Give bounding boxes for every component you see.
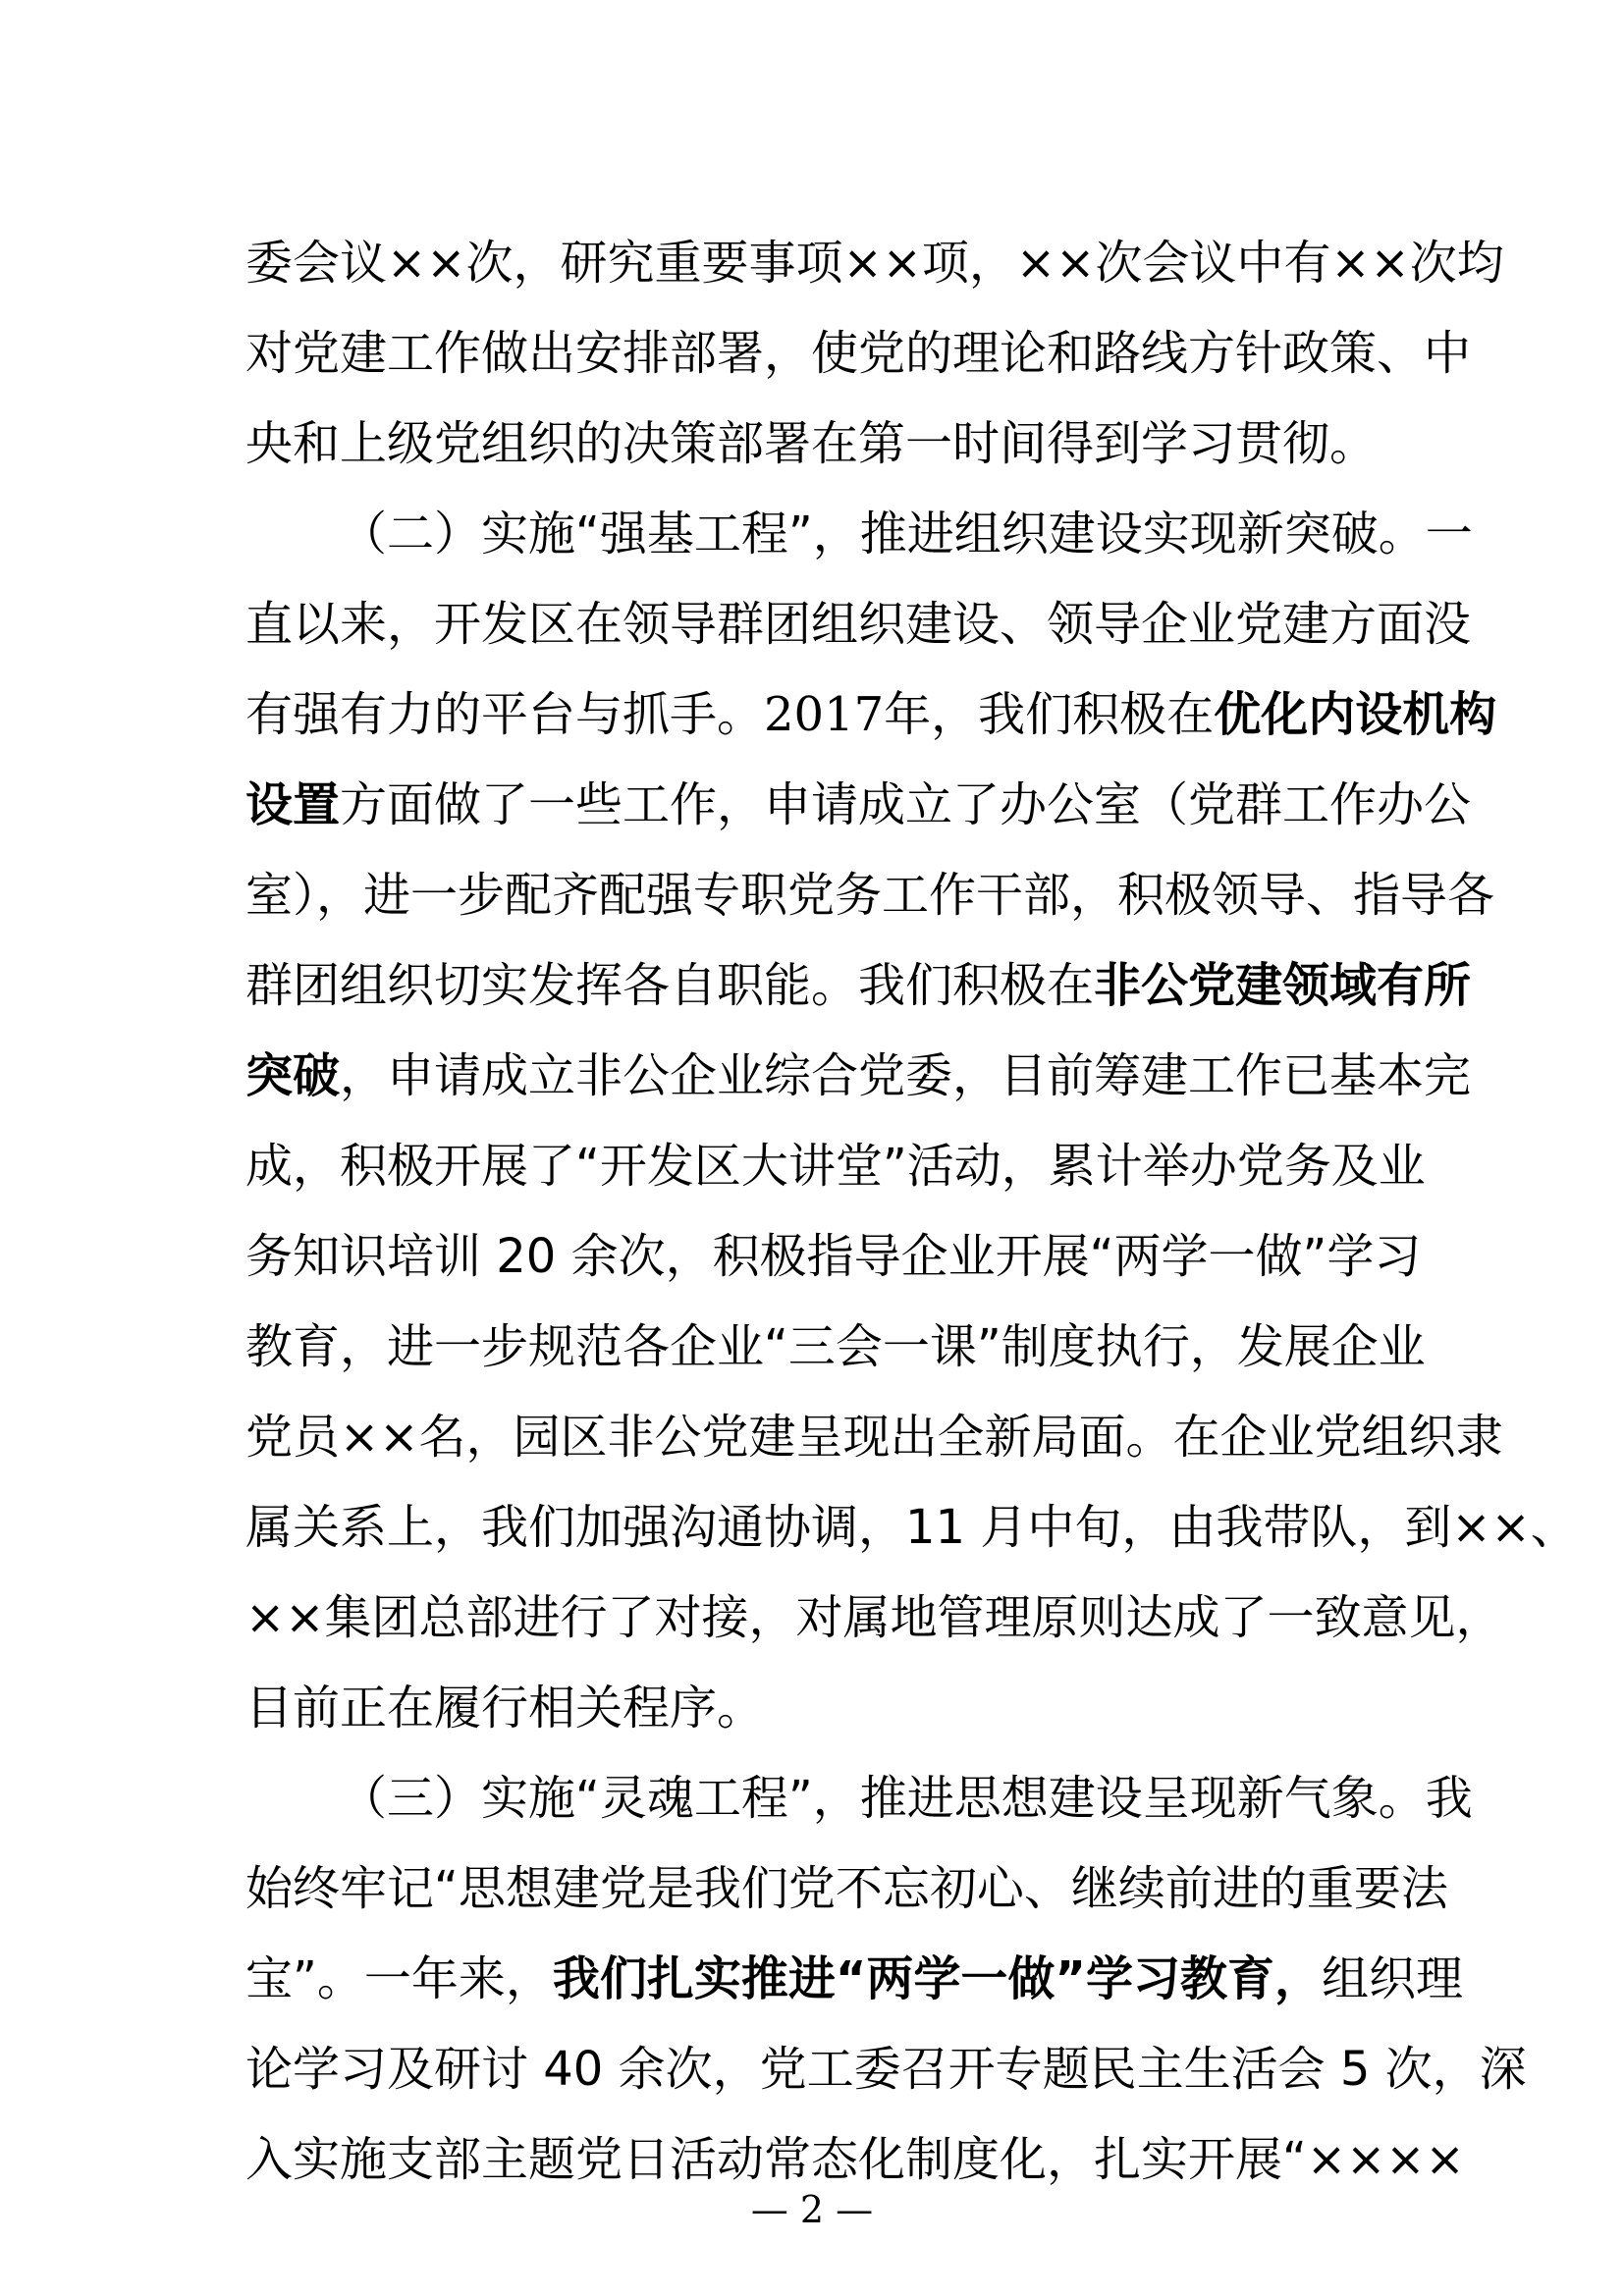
- text-line-3: 央和上级党组织的决策部署在第一时间得到学习贯彻。: [245, 416, 1378, 471]
- text-line-22: 入实施支部主题党日活动常态化制度化，扎实开展“××××: [245, 2132, 1465, 2187]
- text-line-12: 务知识培训 20 余次，积极指导企业开展“两学一做”学习: [245, 1229, 1422, 1284]
- text-line-1: 委会议××次，研究重要事项××项，××次会议中有××次均: [245, 236, 1504, 291]
- bold-phrase-breakthrough: 突破: [245, 1048, 341, 1103]
- text-line-7-rest: 方面做了一些工作，申请成立了办公室（党群工作办公: [340, 777, 1472, 832]
- text-line-6: [245, 669, 1497, 760]
- text-line-20: [245, 1934, 1463, 2024]
- text-line-20-prefix: 宝”。一年来，: [245, 1951, 553, 2006]
- text-line-19: 始终牢记“思想建党是我们党不忘初心、继续前进的重要法: [245, 1861, 1448, 1916]
- page-number: — 2 —: [750, 2188, 874, 2231]
- text-line-20-rest: 组织理: [1321, 1951, 1463, 2006]
- bold-phrase-optimize: 优化内设机构: [1214, 687, 1497, 742]
- text-line-7: [245, 760, 1472, 850]
- bold-phrase-nonpublic: 非公党建领域有所: [1094, 958, 1472, 1013]
- text-line-13: 教育，进一步规范各企业“三会一课”制度执行，发展企业: [245, 1319, 1426, 1374]
- text-line-5: 直以来，开发区在领导群团组织建设、领导企业党建方面没: [245, 597, 1472, 652]
- text-line-6-prefix: 有强有力的平台与抓手。: [245, 687, 765, 742]
- text-line-17: 目前正在履行相关程序。: [245, 1681, 765, 1735]
- text-line-14: 党员××名，园区非公党建呈现出全新局面。在企业党组织隶: [245, 1410, 1503, 1465]
- bold-phrase-study: 我们扎实推进“两学一做”学习教育，: [552, 1951, 1322, 2006]
- text-line-18: （三）实施“灵魂工程”，推进思想建设呈现新气象。我: [340, 1771, 1473, 1826]
- text-line-10: [245, 1031, 1472, 1121]
- text-line-6-middle: 年，我们积极在: [884, 687, 1215, 742]
- text-line-4: （二）实施“强基工程”，推进组织建设实现新突破。一: [340, 507, 1473, 561]
- document-body: [245, 218, 1578, 2205]
- text-line-21: 论学习及研讨 40 余次，党工委召开专题民主生活会 5 次，深: [245, 2042, 1527, 2097]
- text-line-11: 成，积极开展了“开发区大讲堂”活动，累计举办党务及业: [245, 1139, 1426, 1194]
- text-line-8: 室），进一步配齐配强专职党务工作干部，积极领导、指导各: [245, 868, 1495, 923]
- text-line-15: 属关系上，我们加强沟通协调，11 月中旬，由我带队，到××、: [245, 1500, 1578, 1555]
- text-line-9: [245, 940, 1472, 1031]
- bold-phrase-setup: 设置: [245, 777, 341, 832]
- text-line-10-rest: ，申请成立非公企业综合党委，目前筹建工作已基本完: [340, 1048, 1472, 1103]
- text-line-9-prefix: 群团组织切实发挥各自职能。我们积极在: [245, 958, 1095, 1013]
- text-line-2: 对党建工作做出安排部署，使党的理论和路线方针政策、中: [245, 326, 1472, 381]
- year-text: 2017: [764, 687, 885, 742]
- text-line-16: ××集团总部进行了对接，对属地管理原则达成了一致意见，: [245, 1590, 1503, 1645]
